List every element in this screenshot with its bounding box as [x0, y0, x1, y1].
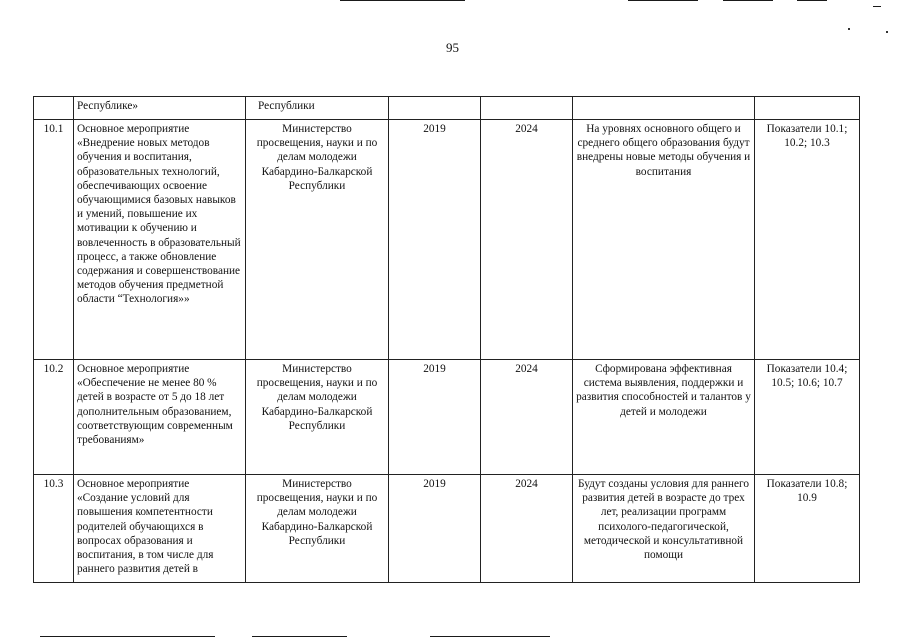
- cell-num: [34, 97, 74, 120]
- table-row: [34, 120, 860, 360]
- scan-line: [340, 0, 465, 1]
- cell-end-year: [481, 97, 573, 120]
- cell-event: Основное мероприятие «Обеспечение не менее 80 % детей в возрасте от 5 до 18 лет дополнительным образованием, соответствующим современным требованиям»: [74, 360, 246, 475]
- scan-line: [723, 0, 773, 1]
- cell-num: 10.3: [34, 475, 74, 583]
- cell-event: Основное мероприятие «Внедрение новых методов обучения и воспитания, образовательных технологий, обеспечивающих освоение обучающимися базовых навыков и умений, повышение их мотивации к обучению и вовлеченность в образовательный процесс, а также обновление содержания и совершенствование методов обучения предметной области “Технология»»: [74, 120, 246, 360]
- scan-line: [797, 0, 827, 1]
- scan-line: [40, 636, 215, 637]
- scan-line: [430, 636, 550, 637]
- cell-start-year: 2019: [389, 120, 481, 360]
- cell-indicators: Показатели 10.8; 10.9: [755, 475, 860, 583]
- scan-line: [628, 0, 698, 1]
- table-row: [34, 475, 860, 583]
- cell-executor: Министерство просвещения, науки и по делам молодежи Кабардино-Балкарской Республики: [246, 475, 389, 583]
- table-row: [34, 97, 860, 120]
- table-row: [34, 360, 860, 475]
- measures-table: [33, 96, 860, 583]
- cell-indicators: [755, 97, 860, 120]
- cell-num: 10.2: [34, 360, 74, 475]
- cell-result: [573, 97, 755, 120]
- cell-executor: Министерство просвещения, науки и по делам молодежи Кабардино-Балкарской Республики: [246, 360, 389, 475]
- page-number: 95: [446, 40, 459, 55]
- cell-end-year: 2024: [481, 360, 573, 475]
- scan-line: [252, 636, 347, 637]
- cell-start-year: 2019: [389, 360, 481, 475]
- cell-result: На уровнях основного общего и среднего общего образования будут внедрены новые методы обучения и воспитания: [573, 120, 755, 360]
- cell-end-year: 2024: [481, 120, 573, 360]
- cell-indicators: Показатели 10.4; 10.5; 10.6; 10.7: [755, 360, 860, 475]
- scan-dot: [886, 31, 888, 33]
- cell-result: Будут созданы условия для раннего развития детей в возрасте до трех лет, реализации программ психолого-педагогической, методической и консультативной помощи: [573, 475, 755, 583]
- cell-num: 10.1: [34, 120, 74, 360]
- scan-line: [873, 6, 881, 7]
- cell-start-year: [389, 97, 481, 120]
- cell-result: Сформирована эффективная система выявления, поддержки и развития способностей и талантов у детей и молодежи: [573, 360, 755, 475]
- cell-event: Основное мероприятие «Создание условий для повышения компетентности родителей обучающихся в вопросах образования и воспитания, в том числе для раннего развития детей в: [74, 475, 246, 583]
- cell-executor: Министерство просвещения, науки и по делам молодежи Кабардино-Балкарской Республики: [246, 120, 389, 360]
- scan-dot: [848, 28, 850, 30]
- cell-start-year: 2019: [389, 475, 481, 583]
- cell-end-year: 2024: [481, 475, 573, 583]
- cell-indicators: Показатели 10.1; 10.2; 10.3: [755, 120, 860, 360]
- cell-executor: Республики: [246, 97, 389, 120]
- cell-event: Республике»: [74, 97, 246, 120]
